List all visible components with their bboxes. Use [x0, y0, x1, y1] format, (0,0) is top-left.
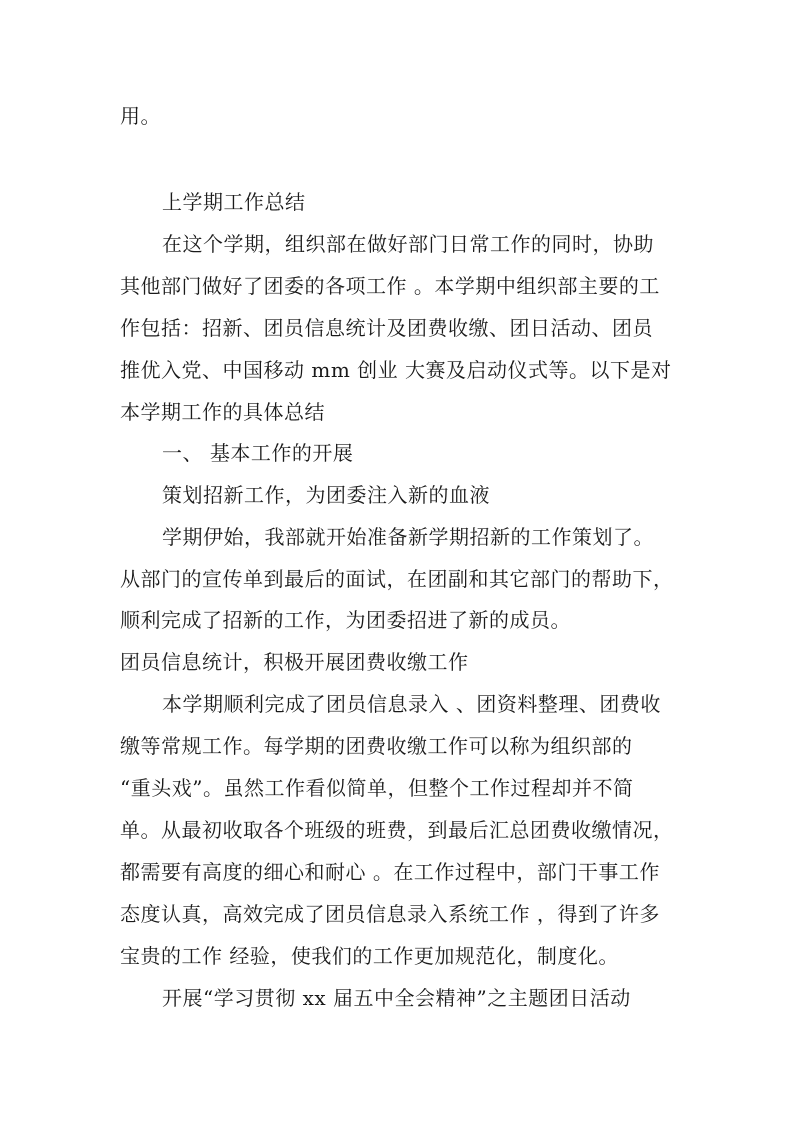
subsection-heading: 开展“学习贯彻 xx 届五中全会精神”之主题团日活动: [162, 986, 631, 1010]
text-line: 本学期工作的具体总结: [120, 400, 325, 424]
text-line: 学期伊始，我部就开始准备新学期招新的工作策划了。: [162, 525, 654, 549]
text-line: 宝贵的工作 经验，使我们的工作更加规范化，制度化。: [120, 944, 619, 968]
subsection-heading: 团员信息统计，积极开展团费收缴工作: [120, 650, 469, 674]
text-line: 态度认真，高效完成了团员信息录入系统工作 ，得到了许多: [120, 902, 660, 926]
section-heading: 一、 基本工作的开展: [162, 441, 354, 465]
text-line: 顺利完成了招新的工作，为团委招进了新的成员。: [120, 608, 571, 632]
text-line: 用。: [120, 104, 161, 128]
section-heading: 上学期工作总结: [162, 190, 306, 214]
text-line: 其他部门做好了团委的各项工作 。本学期中组织部主要的工: [120, 274, 660, 298]
text-line: 从部门的宣传单到最后的面试，在团副和其它部门的帮助下，: [120, 567, 674, 591]
text-line: 缴等常规工作。每学期的团费收缴工作可以称为组织部的: [120, 734, 633, 758]
text-line: 都需要有高度的细心和耐心 。在工作过程中，部门干事工作: [120, 860, 660, 884]
text-line: “重头戏”。虽然工作看似简单，但整个工作过程却并不简: [120, 776, 634, 800]
text-line: 作包括：招新、团员信息统计及团费收缴、团日活动、团员: [120, 316, 653, 340]
text-line: 本学期顺利完成了团员信息录入 、团资料整理、团费收: [162, 692, 661, 716]
text-line: 推优入党、中国移动 mm 创业 大赛及启动仪式等。以下是对: [120, 358, 672, 382]
text-line: 在这个学期，组织部在做好部门日常工作的同时，协助: [162, 232, 654, 256]
text-line: 单。从最初收取各个班级的班费，到最后汇总团费收缴情况，: [120, 818, 674, 842]
subsection-heading: 策划招新工作，为团委注入新的血液: [162, 483, 490, 507]
